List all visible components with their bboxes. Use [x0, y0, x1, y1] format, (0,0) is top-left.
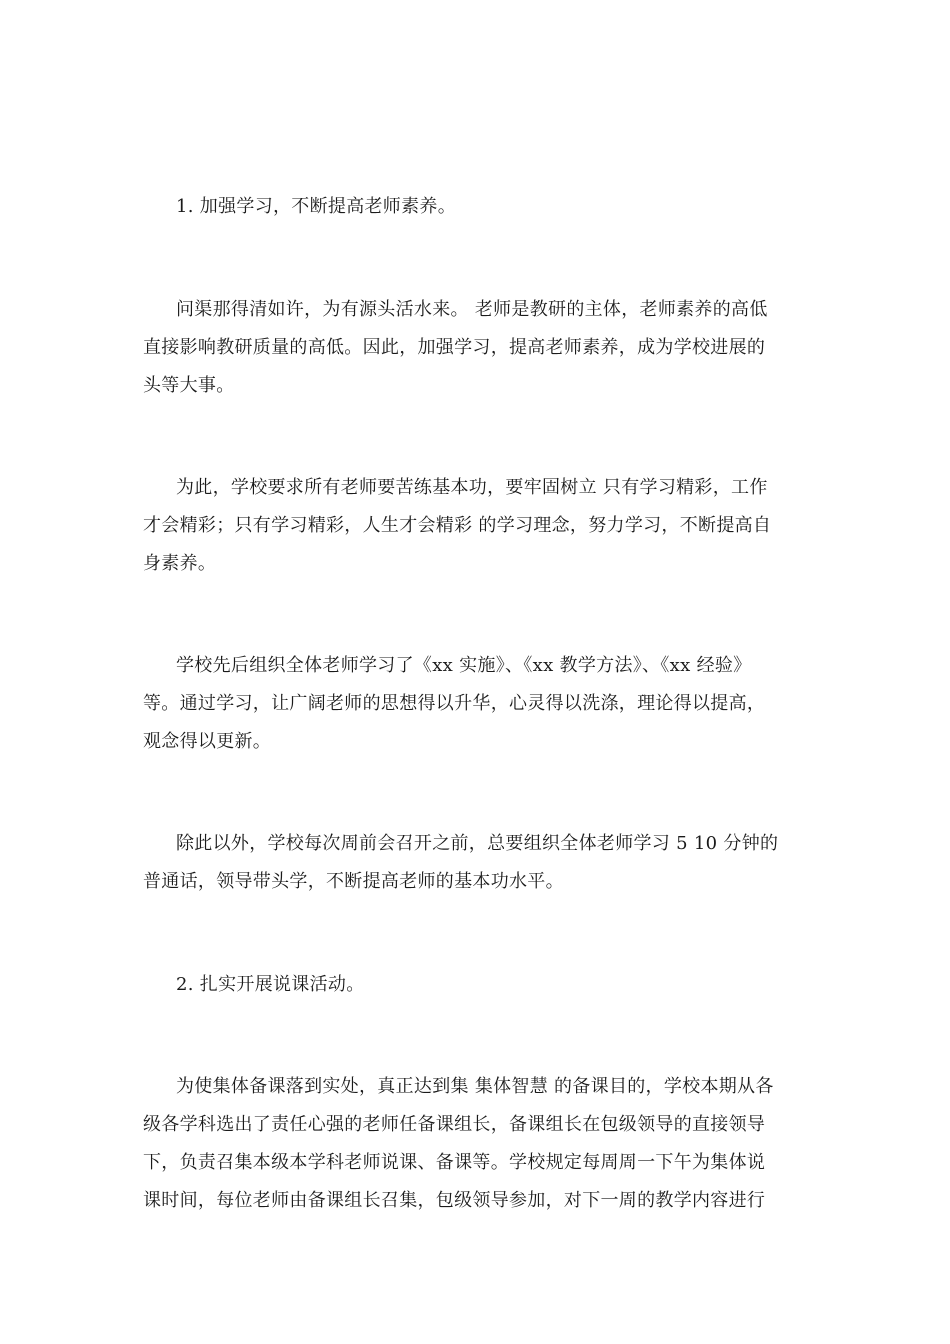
- section-heading-1: 1. 加强学习，不断提高老师素养。: [176, 196, 456, 217]
- paragraph-5-line-4: 课时间，每位老师由备课组长召集，包级领导参加，对下一周的教学内容进行: [143, 1190, 766, 1211]
- paragraph-2-line-2: 才会精彩；只有学习精彩，人生才会精彩 的学习理念，努力学习，不断提高自: [143, 515, 772, 536]
- paragraph-5: [143, 1068, 808, 1220]
- paragraph-2-line-1: 为此，学校要求所有老师要苦练基本功，要牢固树立 只有学习精彩，工作: [176, 477, 768, 498]
- paragraph-4-line-1: 除此以外，学校每次周前会召开之前，总要组织全体老师学习 5 10 分钟的: [176, 833, 779, 854]
- paragraph-4-line-2: 普通话，领导带头学，不断提高老师的基本功水平。: [143, 871, 564, 892]
- paragraph-1: [143, 291, 808, 405]
- paragraph-1-line-3: 头等大事。: [143, 375, 235, 396]
- section-heading-2: 2. 扎实开展说课活动。: [176, 974, 365, 995]
- paragraph-3-line-1: 学校先后组织全体老师学习了《xx 实施》、《xx 教学方法》、《xx 经验》: [176, 655, 752, 676]
- paragraph-5-line-2: 级各学科选出了责任心强的老师任备课组长，备课组长在包级领导的直接领导: [143, 1114, 766, 1135]
- paragraph-2-line-3: 身素养。: [143, 553, 217, 574]
- paragraph-1-line-1: 问渠那得清如许，为有源头活水来。 老师是教研的主体，老师素养的高低: [176, 299, 768, 320]
- paragraph-5-line-1: 为使集体备课落到实处，真正达到集 集体智慧 的备课目的，学校本期从各: [176, 1076, 774, 1097]
- paragraph-1-line-2: 直接影响教研质量的高低。因此，加强学习，提高老师素养，成为学校进展的: [143, 337, 766, 358]
- paragraph-3-line-2: 等。通过学习，让广阔老师的思想得以升华，心灵得以洗涤，理论得以提高，: [143, 693, 766, 714]
- paragraph-4: [143, 825, 808, 901]
- paragraph-3: [143, 647, 808, 761]
- paragraph-3-line-3: 观念得以更新。: [143, 731, 272, 752]
- paragraph-5-line-3: 下，负责召集本级本学科老师说课、备课等。学校规定每周周一下午为集体说: [143, 1152, 766, 1173]
- paragraph-2: [143, 469, 808, 583]
